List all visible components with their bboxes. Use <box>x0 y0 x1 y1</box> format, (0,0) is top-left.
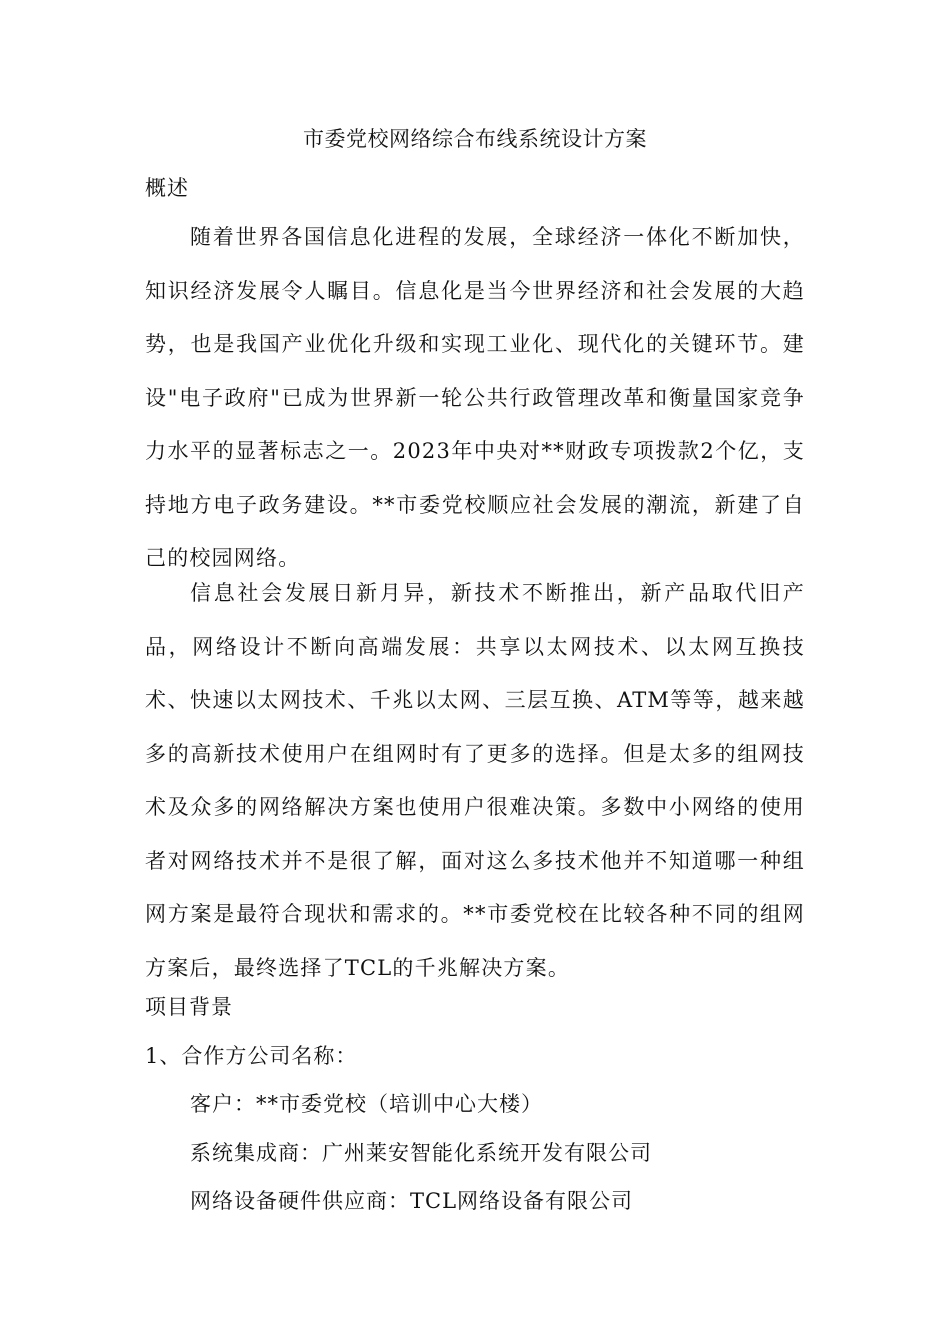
overview-paragraph-1: 随着世界各国信息化进程的发展，全球经济一体化不断加快，知识经济发展令人瞩目。信息化是当今世界经济和社会发展的大趋势，也是我国产业优化升级和实现工业化、现代化的关键环节。建设"电子政府"已成为世界新一轮公共行政管理改革和衡量国家竞争力水平的显著标志之一。2023年中央对**财政专项拨款2个亿，支持地方电子政务建设。**市委党校顺应社会发展的潮流，新建了自己的校园网络。 <box>145 225 805 570</box>
partner-item-hardware-supplier: 网络设备硬件供应商：TCL网络设备有限公司 <box>190 1189 634 1213</box>
partner-item-integrator: 系统集成商：广州莱安智能化系统开发有限公司 <box>190 1141 652 1165</box>
document-title: 市委党校网络综合布线系统设计方案 <box>303 127 647 151</box>
partner-companies-heading: 1、合作方公司名称： <box>145 1044 358 1068</box>
overview-paragraph-2: 信息社会发展日新月异，新技术不断推出，新产品取代旧产品，网络设计不断向高端发展：共享以太网技术、以太网互换技术、快速以太网技术、千兆以太网、三层互换、ATM等等，越来越多的高新技术使用户在组网时有了更多的选择。但是太多的组网技术及众多的网络解决方案也使用户很难决策。多数中小网络的使用者对网络技术并不是很了解，面对这么多技术他并不知道哪一种组网方案是最符合现状和需求的。**市委党校在比较各种不同的组网方案后，最终选择了TCL的千兆解决方案。 <box>145 581 805 980</box>
partner-item-client: 客户：**市委党校（培训中心大楼） <box>190 1092 543 1116</box>
section-heading-overview: 概述 <box>145 176 189 200</box>
section-heading-background: 项目背景 <box>145 995 233 1019</box>
